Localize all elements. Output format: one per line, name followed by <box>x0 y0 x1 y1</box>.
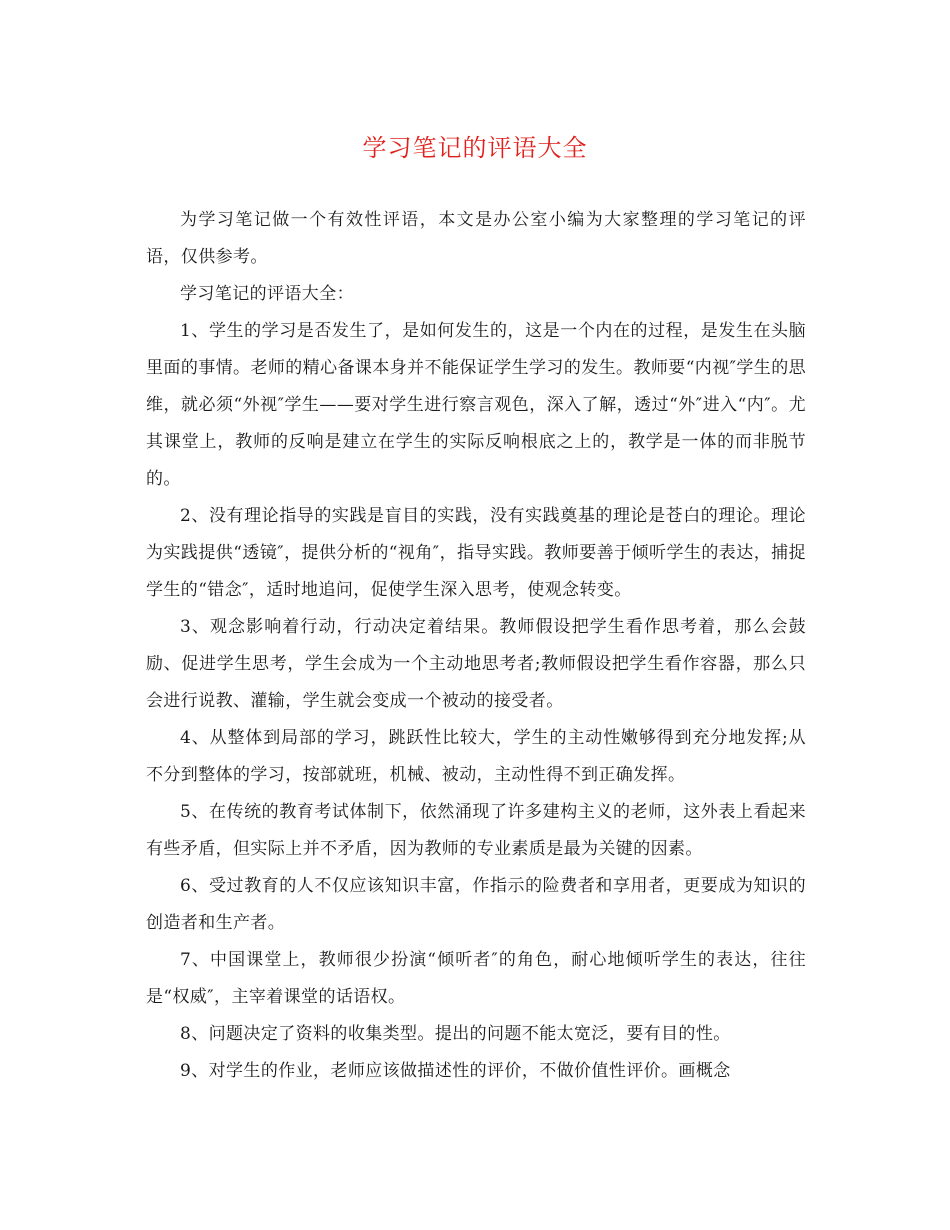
paragraph-item-9: 9、对学生的作业，老师应该做描述性的评价，不做价值性评价。画概念 <box>180 1061 731 1081</box>
paragraph-item-7: 7、中国课堂上，教师很少扮演“倾听者″的角色，耐心地倾听学生的表达，往往是“权威″，主宰着课堂的话语权。 <box>146 950 806 1007</box>
paragraph-item-3: 3、观念影响着行动，行动决定着结果。教师假设把学生看作思考着，那么会鼓励、促进学生思考，学生会成为一个主动地思考者;教师假设把学生看作容器，那么只会进行说教、灌输，学生就会变成一个被动的接受者。 <box>146 617 806 711</box>
document-title: 学习笔记的评语大全 <box>362 134 588 162</box>
paragraph-item-6: 6、受过教育的人不仅应该知识丰富，作指示的险费者和享用者，更要成为知识的创造者和生产者。 <box>146 876 806 933</box>
paragraph-item-4: 4、从整体到局部的学习，跳跃性比较大，学生的主动性嫩够得到充分地发挥;从不分到整体的学习，按部就班，机械、被动，主动性得不到正确发挥。 <box>146 728 806 785</box>
paragraph-item-5: 5、在传统的教育考试体制下，依然涌现了许多建构主义的老师，这外表上看起来有些矛盾，但实际上并不矛盾，因为教师的专业素质是最为关键的因素。 <box>146 802 806 859</box>
document-body <box>146 202 806 1090</box>
paragraph-item-1: 1、学生的学习是否发生了，是如何发生的，这是一个内在的过程，是发生在头脑里面的事情。老师的精心备课本身并不能保证学生学习的发生。教师要“内视″学生的思维，就必须“外视″学生——要对学生进行察言观色，深入了解，透过“外″进入“内″。尤其课堂上，教师的反响是建立在学生的实际反响根底之上的，教学是一体的而非脱节的。 <box>146 321 806 489</box>
paragraph-heading: 学习笔记的评语大全： <box>180 284 354 304</box>
paragraph-intro: 为学习笔记做一个有效性评语，本文是办公室小编为大家整理的学习笔记的评语，仅供参考。 <box>146 210 806 267</box>
paragraph-item-2: 2、没有理论指导的实践是盲目的实践，没有实践奠基的理论是苍白的理论。理论为实践提供“透镜″，提供分析的“视角″，指导实践。教师要善于倾听学生的表达，捕捉学生的“错念″，适时地追问，促使学生深入思考，使观念转变。 <box>146 506 806 600</box>
paragraph-item-8: 8、问题决定了资料的收集类型。提出的问题不能太宽泛，要有目的性。 <box>180 1024 731 1044</box>
